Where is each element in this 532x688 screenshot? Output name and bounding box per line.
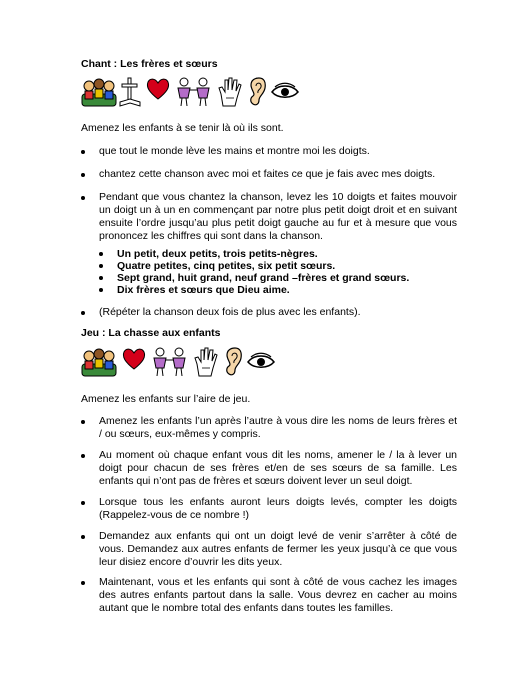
eye-icon: [247, 352, 275, 372]
children-group-icon: [81, 76, 117, 108]
hand-icon: [193, 346, 219, 378]
bullet-icon: [99, 264, 103, 268]
hand-icon: [217, 76, 243, 108]
kids-pair-icon: [151, 346, 189, 378]
intro-text-song: Amenez les enfants à se tenir là où ils sont.: [81, 122, 284, 134]
bullet-icon: [81, 501, 85, 505]
bullet-icon: [81, 311, 85, 315]
kids-pair-icon: [175, 76, 213, 108]
bullet-icon: [81, 454, 85, 458]
bullet-icon: [99, 288, 103, 292]
icon-strip-song: [81, 76, 301, 110]
document-page: Chant : Les frères et sœurs Amenez les enfants à se tenir là où ils sont. que tout le monde lève les mains et montre moi les doigts. chantez cette chanson avec moi et faites ce que je fais avec mes doigts. Pendant que vous chantez la chanson, levez les 10 doigts et faites mouvoir un doigt un à un en commençant par notre plus petit doigt droit et en suivant ensuite l’ordre jusqu’au plus petit doigt gauche au fur et à mesure que vous prononcez les chiffres qui sont dans la chanson. Un petit, deux petits, trois petits-nègres. Quatre petites, cinq petites, six petit sœurs. Sept grand, huit grand, neuf grand –frères et grand sœurs. Dix frères et sœurs que Dieu aime. (Répéter la chanson deux fois de plus avec les enfants). Jeu : La chasse aux enfants Amenez les enfants sur l’aire de jeu. Amenez les enfants l’un après l’autre à vous dire les noms de leurs frères et / ou sœurs, eux-mêmes y compris. Au moment où chaque enfant vous dit les noms, amener le / la à lever un doigt pour chacun de ses frères et/en de ses sœurs de sa famille. Les enfants qui n’ont pas de frères et sœurs doivent lever un seul doigt. Lorsque tous les enfants auront leurs doigts levés, compter les doigts (Rappelez-vous de ce nombre !) Demandez aux enfants qui ont un doigt levé de venir s’arrêter à côté de vous. Demandez aux autres enfants de fermer les yeux jusqu’à ce que vous leur disiez encore d’ouvrir les dits yeux. Maintenant, vous et les enfants qui sont à côté de vous cachez les images des autres enfants partout dans la salle. Vous devrez en cacher au moins autant que le nombre total des enfants dans toutes les familles.: [81, 58, 457, 614]
section-title-game: Jeu : La chasse aux enfants: [81, 327, 221, 339]
bullet-icon: [99, 252, 103, 256]
children-group-icon: [81, 346, 117, 378]
heart-icon: [145, 76, 171, 102]
bullet-icon: [81, 581, 85, 585]
bullet-icon: [81, 535, 85, 539]
bullet-icon: [81, 420, 85, 424]
eye-icon: [271, 82, 299, 102]
ear-icon: [247, 76, 267, 108]
bullet-icon: [81, 173, 85, 177]
cross-bible-icon: [119, 76, 141, 108]
heart-icon: [121, 346, 147, 372]
bullet-icon: [99, 276, 103, 280]
section-title-song: Chant : Les frères et sœurs: [81, 58, 218, 70]
icon-strip-game: [81, 346, 281, 380]
bullet-icon: [81, 150, 85, 154]
ear-icon: [223, 346, 243, 378]
intro-text-game: Amenez les enfants sur l’aire de jeu.: [81, 393, 251, 405]
bullet-icon: [81, 196, 85, 200]
